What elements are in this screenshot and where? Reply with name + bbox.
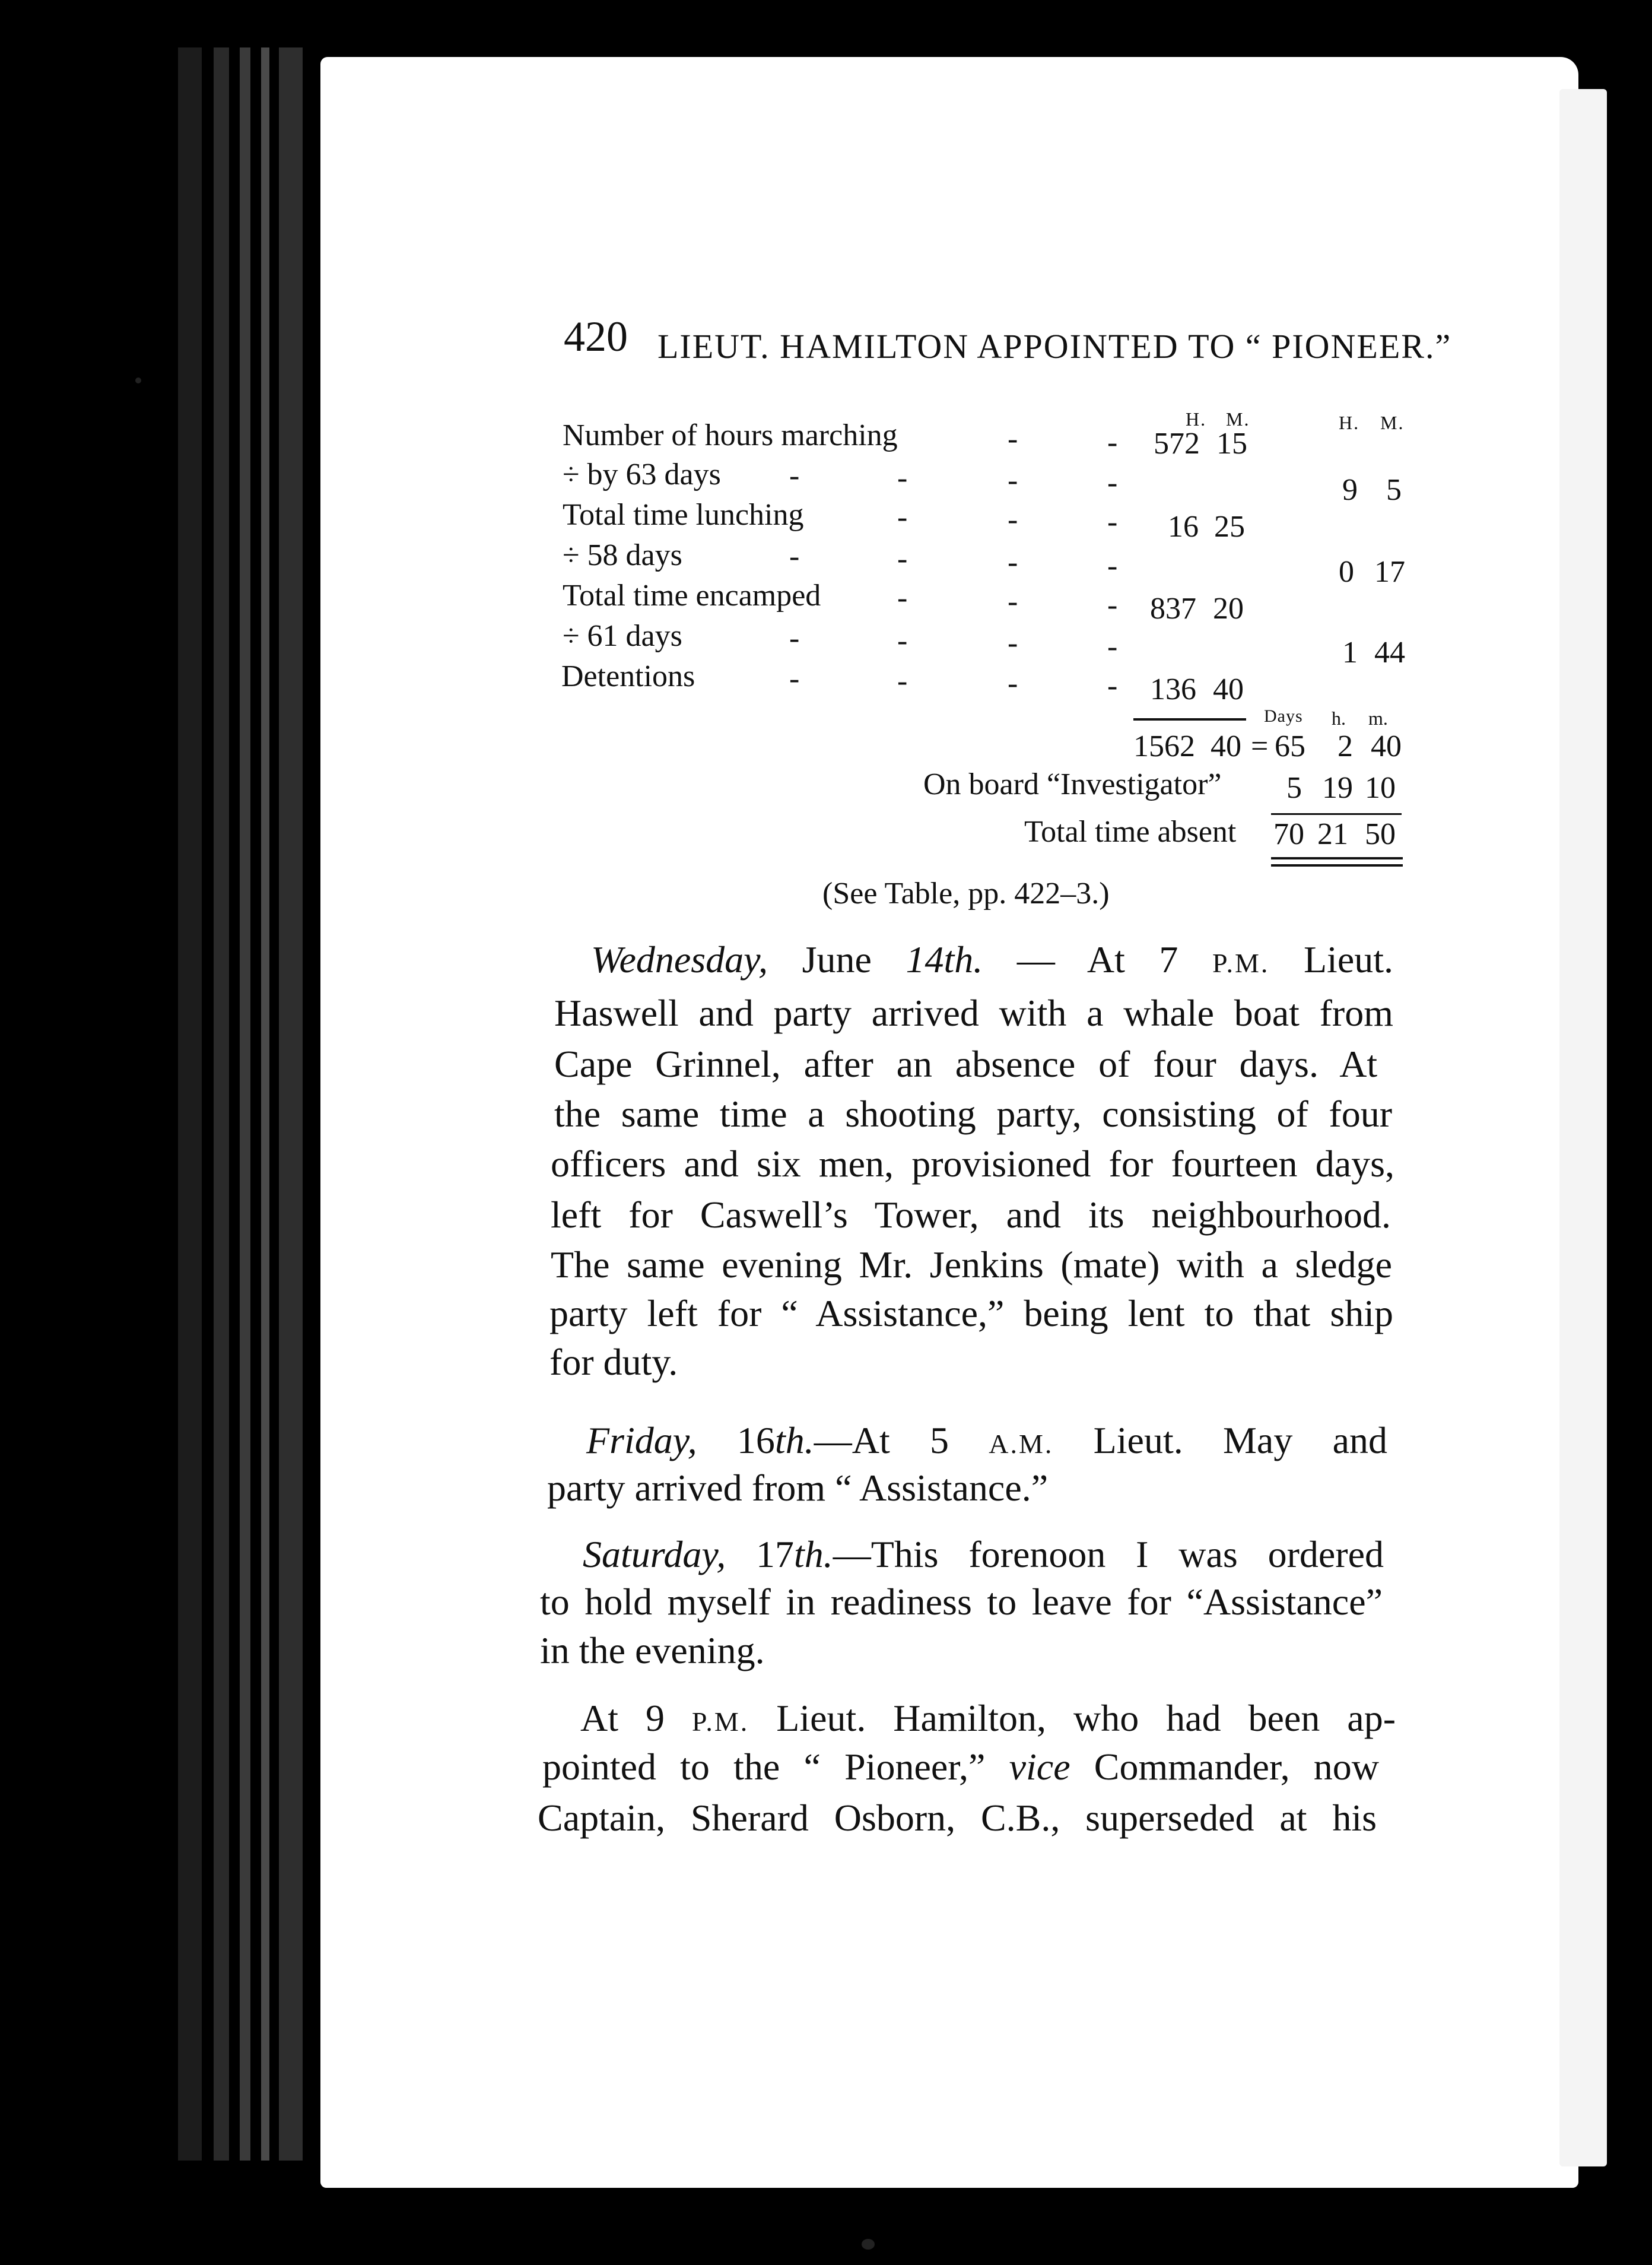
- table-row-label: Total time encamped: [563, 579, 821, 613]
- table-leader-dash: -: [897, 581, 908, 615]
- table-leader-dash: -: [897, 542, 908, 576]
- total-h: 21: [1317, 817, 1348, 851]
- total-double-rule: [1271, 857, 1403, 859]
- text-run: Haswell and party arrived with a whale boat from: [554, 992, 1393, 1034]
- italic-run: th.: [774, 1419, 814, 1461]
- sum-h: 2: [1338, 729, 1353, 763]
- text-line: [551, 1243, 1392, 1287]
- italic-run: Friday,: [586, 1419, 697, 1461]
- binding-edge: [178, 47, 202, 2161]
- table-leader-dash: -: [1107, 549, 1118, 583]
- table-hours: 837: [1150, 592, 1196, 626]
- sum-days: 65: [1275, 729, 1305, 763]
- table-leader-dash: -: [789, 621, 800, 655]
- text-run: the same time a shooting party, consisting of four: [554, 1093, 1392, 1135]
- table-leader-dash: -: [1107, 669, 1118, 703]
- text-line: [540, 1580, 1383, 1624]
- small-caps-run: P.M.: [1212, 948, 1270, 978]
- binding-edge: [240, 47, 250, 2161]
- table-col-head-m: M.: [1380, 412, 1405, 433]
- page-number: 420: [564, 313, 628, 360]
- table-leader-dash: -: [897, 500, 908, 534]
- text-run: party left for “ Assistance,” being lent to that ship: [549, 1292, 1393, 1334]
- dust-speck: [862, 2239, 875, 2250]
- text-run: pointed to the “ Pioneer,”: [542, 1746, 1009, 1788]
- text-line: [554, 991, 1393, 1035]
- table-leader-dash: -: [1107, 426, 1118, 459]
- table-hours: 16: [1168, 510, 1199, 544]
- sum-minutes: 40: [1211, 729, 1241, 763]
- italic-run: Saturday,: [583, 1533, 726, 1575]
- table-avg-minutes: 17: [1374, 555, 1405, 589]
- sub-head-m: m.: [1368, 708, 1388, 729]
- running-head: LIEUT. HAMILTON APPOINTED TO “ PIONEER.”: [657, 327, 1452, 366]
- table-avg-hours: 0: [1339, 555, 1354, 589]
- text-run: officers and six men, provisioned for fourteen days,: [551, 1143, 1394, 1185]
- text-run: party arrived from “ Assistance.”: [547, 1467, 1049, 1509]
- text-line: [551, 1193, 1391, 1237]
- small-caps-run: A.M.: [989, 1429, 1054, 1459]
- table-row-label: Number of hours marching: [563, 418, 898, 452]
- on-board-h: 19: [1322, 771, 1353, 805]
- adjacent-page-edge: [1559, 89, 1607, 2166]
- table-col-head-h: H.: [1186, 408, 1207, 430]
- text-line: [554, 1042, 1377, 1086]
- table-avg-minutes: 44: [1374, 636, 1405, 670]
- table-row-label: ÷ 61 days: [563, 619, 682, 653]
- text-run: —At 5: [814, 1419, 989, 1461]
- text-line: [542, 1745, 1379, 1789]
- table-avg-minutes: 5: [1386, 473, 1402, 507]
- sub-head-days: Days: [1264, 706, 1303, 726]
- table-minutes: 15: [1216, 427, 1247, 461]
- italic-run: Wednesday,: [591, 938, 768, 981]
- text-line: [551, 1142, 1394, 1186]
- table-leader-dash: -: [789, 662, 800, 696]
- text-run: The same evening Mr. Jenkins (mate) with a sledge: [551, 1243, 1392, 1286]
- text-run: Lieut. Hamilton, who had been ap-: [749, 1697, 1396, 1739]
- table-row-label: ÷ 58 days: [563, 538, 682, 572]
- table-leader-dash: -: [1008, 503, 1018, 537]
- table-minutes: 20: [1213, 592, 1244, 626]
- text-run: 17: [726, 1533, 794, 1575]
- sum-equals: =: [1251, 729, 1269, 763]
- text-line: [580, 1696, 1396, 1740]
- table-avg-hours: 9: [1342, 473, 1358, 507]
- table-leader-dash: -: [789, 540, 800, 573]
- table-leader-dash: -: [1107, 466, 1118, 500]
- text-line: [583, 1533, 1384, 1576]
- total-label: Total time absent: [1024, 815, 1237, 849]
- binding-edge: [279, 47, 303, 2161]
- table-leader-dash: -: [1008, 585, 1018, 618]
- table-row-label: Total time lunching: [563, 498, 804, 532]
- sum-m: 40: [1371, 729, 1402, 763]
- table-leader-dash: -: [1008, 422, 1018, 456]
- table-caption: (See Table, pp. 422–3.): [822, 877, 1110, 911]
- table-minutes: 25: [1214, 510, 1245, 544]
- text-line: [540, 1629, 765, 1673]
- text-run: Cape Grinnel, after an absence of four days. At: [554, 1043, 1378, 1085]
- table-leader-dash: -: [1008, 545, 1018, 579]
- total-rule-top: [1271, 813, 1402, 815]
- on-board-m: 10: [1365, 771, 1396, 805]
- italic-run: vice: [1009, 1746, 1070, 1788]
- text-run: for duty.: [549, 1341, 678, 1383]
- text-line: [591, 938, 1393, 982]
- text-line: [549, 1292, 1393, 1335]
- sum-rule: [1133, 718, 1246, 721]
- on-board-days: 5: [1286, 771, 1302, 805]
- table-leader-dash: -: [1107, 630, 1118, 664]
- text-run: June: [768, 938, 906, 981]
- text-run: At 9: [580, 1697, 692, 1739]
- text-run: in the evening.: [540, 1629, 765, 1671]
- table-hours: 136: [1150, 672, 1196, 706]
- text-line: [554, 1092, 1392, 1136]
- text-line: [538, 1796, 1377, 1840]
- text-run: 16: [697, 1419, 775, 1461]
- dust-speck: [135, 378, 141, 383]
- sub-head-h: h.: [1332, 708, 1346, 729]
- text-run: — At 7: [983, 938, 1212, 981]
- table-leader-dash: -: [1008, 626, 1018, 660]
- table-row-label: Detentions: [561, 659, 695, 693]
- table-leader-dash: -: [1107, 505, 1118, 539]
- table-leader-dash: -: [1008, 464, 1018, 497]
- italic-run: 14th.: [906, 938, 983, 981]
- text-line: [586, 1419, 1387, 1463]
- table-minutes: 40: [1213, 672, 1244, 706]
- on-board-label: On board “Investigator”: [923, 767, 1222, 801]
- text-line: [547, 1466, 1048, 1510]
- italic-run: th.: [793, 1533, 833, 1575]
- table-row-label: ÷ by 63 days: [563, 458, 721, 491]
- sum-hours: 1562: [1133, 729, 1195, 763]
- text-run: to hold myself in readiness to leave for “Assistance”: [540, 1581, 1383, 1623]
- table-avg-hours: 1: [1342, 636, 1358, 670]
- total-m: 50: [1365, 817, 1396, 851]
- table-leader-dash: -: [789, 459, 800, 493]
- binding-edge: [261, 47, 269, 2161]
- table-leader-dash: -: [1107, 588, 1118, 622]
- table-leader-dash: -: [897, 664, 908, 698]
- small-caps-run: P.M.: [691, 1706, 749, 1737]
- text-line: [549, 1340, 678, 1384]
- table-leader-dash: -: [897, 461, 908, 495]
- text-run: Captain, Sherard Osborn, C.B., superseded at his: [538, 1797, 1377, 1839]
- table-leader-dash: -: [1008, 667, 1018, 700]
- total-days: 70: [1273, 817, 1304, 851]
- binding-edge: [214, 47, 229, 2161]
- text-run: Lieut.: [1269, 938, 1394, 981]
- text-run: left for Caswell’s Tower, and its neighbourhood.: [551, 1194, 1391, 1236]
- table-leader-dash: -: [897, 624, 908, 658]
- text-run: Lieut. May and: [1053, 1419, 1388, 1461]
- total-double-rule: [1271, 864, 1403, 867]
- table-hours: 572: [1154, 427, 1200, 461]
- text-run: Commander, now: [1070, 1746, 1380, 1788]
- table-col-head-m: M.: [1226, 408, 1250, 430]
- table-col-head-h: H.: [1339, 412, 1360, 433]
- text-run: —This forenoon I was ordered: [833, 1533, 1384, 1575]
